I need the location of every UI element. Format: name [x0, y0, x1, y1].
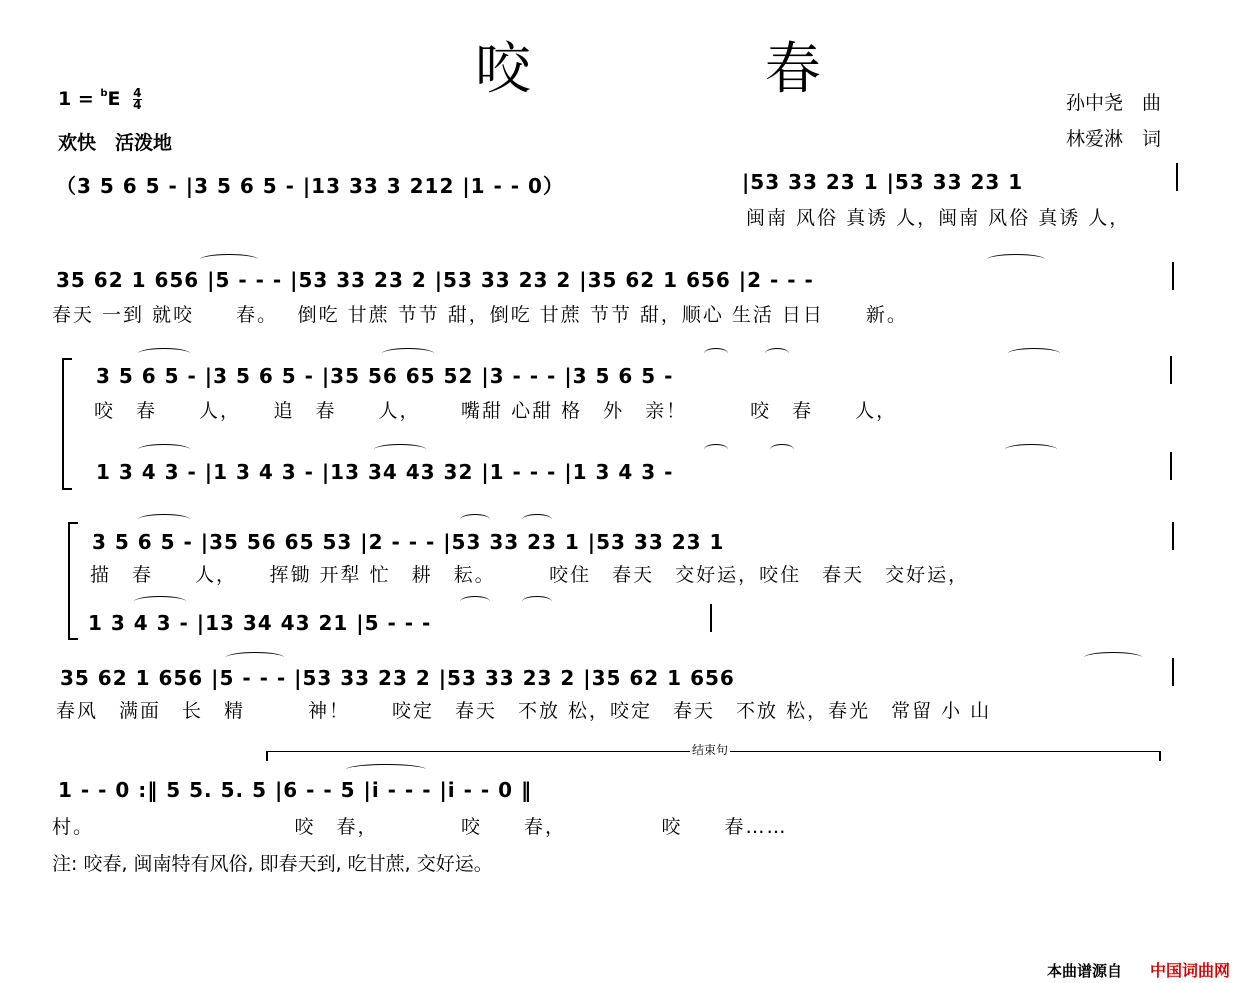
barline — [1172, 658, 1174, 686]
slur — [765, 348, 789, 359]
slur — [346, 764, 426, 775]
slur — [134, 596, 186, 607]
slur — [704, 444, 728, 455]
key-label: 1 = — [58, 88, 101, 110]
key-note: E — [107, 88, 121, 110]
slur — [770, 444, 794, 455]
slur — [460, 596, 490, 607]
system-brace — [68, 522, 78, 640]
slur — [1005, 444, 1057, 455]
lyrics-line-7: 春风 满面 长 精 神！ 咬定 春天 不放 松，咬定 春天 不放 松，春光 常留 小 山 — [56, 700, 992, 722]
slur — [522, 514, 552, 525]
score-line-4-lower: 1 3 4 3 - |1 3 4 3 - |13 34 43 32 |1 - - - |1 3 4 3 - — [96, 460, 674, 484]
slur — [1008, 348, 1060, 359]
barline — [1170, 452, 1172, 480]
lyrics-line-3: 咬 春 人， 追 春 人， 嘴甜 心甜 格 外 亲！ 咬 春 人， — [94, 400, 898, 422]
lyricist-credit: 林爱淋 词 — [1066, 128, 1162, 150]
footnote: 注: 咬春, 闽南特有风俗, 即春天到, 吃甘蔗, 交好运。 — [52, 853, 493, 875]
slur — [200, 254, 258, 265]
meter-top: 4 — [133, 86, 142, 100]
ending-label: 结束句 — [692, 743, 729, 757]
page-title: 咬 春 — [475, 37, 929, 102]
slur — [382, 348, 434, 359]
slur — [1084, 652, 1142, 663]
tempo-marking: 欢快 活泼地 — [58, 132, 173, 154]
system-brace — [62, 358, 72, 490]
slur — [226, 652, 284, 663]
slur — [138, 348, 190, 359]
slur — [987, 254, 1045, 265]
flat-sign: b — [100, 88, 108, 99]
ending-bracket-right — [1159, 751, 1161, 761]
lyrics-line-5: 描 春 人， 挥锄 开犁 忙 耕 耘。 咬住 春天 交好运，咬住 春天 交好运， — [90, 564, 970, 586]
score-line-1-intro: （3 5 6 5 - |3 5 6 5 - |13 33 3 212 |1 - - 0） — [56, 174, 564, 198]
score-line-1-main: |53 33 23 1 |53 33 23 1 — [742, 170, 1024, 194]
composer-credit: 孙中尧 曲 — [1066, 92, 1162, 114]
score-line-7: 35 62 1 656 |5 - - - |53 33 23 2 |53 33 23 2 |35 62 1 656 — [60, 666, 735, 690]
lyrics-line-2: 春天 一到 就咬 春。 倒吃 甘蔗 节节 甜，倒吃 甘蔗 节节 甜，顺心 生活 日日 新。 — [52, 304, 908, 326]
site-link[interactable]: 中国词曲网 — [1149, 961, 1230, 980]
slur — [138, 514, 190, 525]
ending-bracket-left — [266, 751, 268, 761]
key-signature — [58, 88, 142, 111]
slur — [460, 514, 490, 525]
slur — [138, 444, 190, 455]
barline — [1172, 522, 1174, 550]
slur — [374, 444, 426, 455]
slur — [522, 596, 552, 607]
score-line-5-upper: 3 5 6 5 - |35 56 65 53 |2 - - - |53 33 23 1 |53 33 23 1 — [92, 530, 725, 554]
score-line-2: 35 62 1 656 |5 - - - |53 33 23 2 |53 33 23 2 |35 62 1 656 |2 - - - — [56, 268, 814, 292]
time-signature — [133, 88, 141, 111]
slur — [704, 348, 728, 359]
lyrics-line-1: 闽南 风俗 真诱 人，闽南 风俗 真诱 人， — [746, 207, 1131, 229]
score-line-6-lower: 1 3 4 3 - |13 34 43 21 |5 - - - — [88, 611, 432, 635]
source-label: 本曲谱源自 — [1046, 962, 1122, 980]
barline — [1172, 262, 1174, 290]
score-line-8: 1 - - 0 :‖ 5 5. 5. 5 |6 - - 5 |i - - - |i - - 0 ‖ — [58, 778, 532, 802]
barline — [1170, 356, 1172, 384]
barline — [710, 604, 712, 632]
barline — [1176, 163, 1178, 191]
lyrics-line-8: 村。 咬 春， 咬 春， 咬 春…… — [52, 816, 788, 838]
score-line-3-upper: 3 5 6 5 - |3 5 6 5 - |35 56 65 52 |3 - - - |3 5 6 5 - — [96, 364, 674, 388]
meter-bottom: 4 — [133, 98, 142, 112]
